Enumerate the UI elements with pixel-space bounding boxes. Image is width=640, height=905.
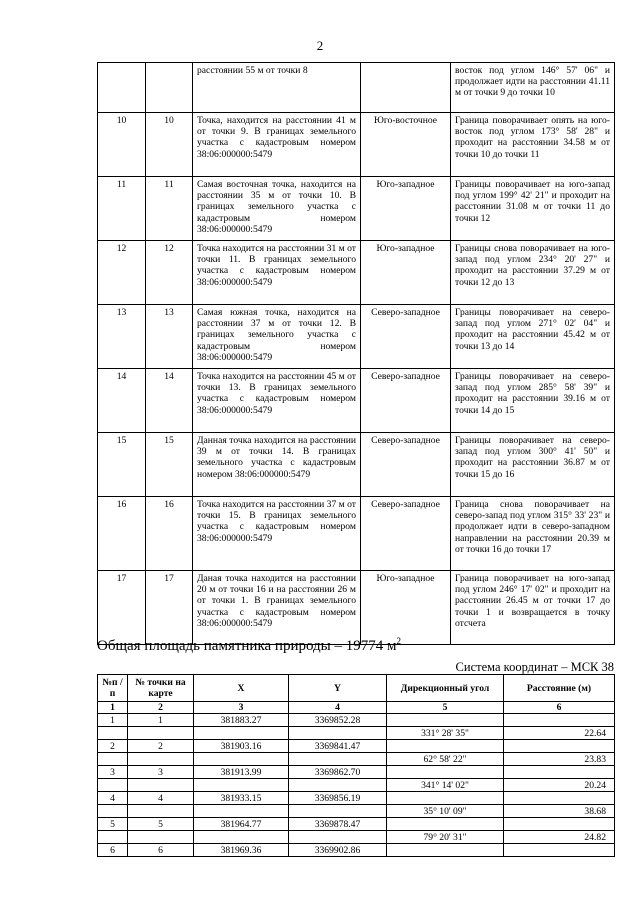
coord-empty-cell [289, 805, 387, 818]
total-area [97, 636, 401, 655]
boundary-row [98, 241, 615, 305]
boundary-description-table [97, 62, 615, 645]
direction-angle: 79° 20' 31" [387, 831, 504, 844]
coord-row-number: 1 [98, 714, 128, 727]
coord-empty-cell [504, 818, 615, 831]
row-number: 10 [98, 113, 146, 177]
coordinate-point-row [98, 714, 615, 727]
coord-empty-cell [504, 792, 615, 805]
point-number: 14 [146, 369, 193, 433]
coord-empty-cell [387, 766, 504, 779]
boundary-note: Граница поворачивает опять на юго-восток под углом 173° 58' 28" и проходит на расстоянии 34.58 м от точки 10 до точки 11 [451, 113, 615, 177]
coord-y: 3369902.86 [289, 844, 387, 857]
segment-distance: 23.83 [504, 753, 615, 766]
boundary-row [98, 113, 615, 177]
boundary-row [98, 497, 615, 571]
segment-distance: 20.24 [504, 779, 615, 792]
coord-point-number: 4 [128, 792, 194, 805]
direction-angle: 62° 58' 22" [387, 753, 504, 766]
point-description: Точка находится на расстоянии 37 м от точки 15. В границах земельного участка с кадастровым номером 38:06:000000:5479 [193, 497, 361, 571]
coord-empty-cell [128, 805, 194, 818]
boundary-note: Граница поворачивает на юго-запад под углом 246° 17' 02" и проходит на расстоянии 26.45 м от точки 17 до точки 1 и возвращается в точку отсчета [451, 571, 615, 645]
row-number: 13 [98, 305, 146, 369]
boundary-row [98, 571, 615, 645]
row-number: 14 [98, 369, 146, 433]
coord-point-number: 6 [128, 844, 194, 857]
coord-empty-cell [194, 753, 289, 766]
direction-angle: 35° 10' 09" [387, 805, 504, 818]
direction [361, 63, 451, 113]
coord-x: 381964.77 [194, 818, 289, 831]
column-number: 6 [504, 702, 615, 714]
boundary-note: восток под углом 146° 57' 06" и продолжает идти на расстоянии 41.11 м от точки 9 до точки 10 [451, 63, 615, 113]
total-area-text: Общая площадь памятника природы – 19774 м [97, 638, 397, 654]
coord-point-number: 3 [128, 766, 194, 779]
coord-row-number: 3 [98, 766, 128, 779]
boundary-row [98, 177, 615, 241]
coord-y: 3369852.28 [289, 714, 387, 727]
coordinate-segment-row [98, 753, 615, 766]
boundary-note: Граница снова поворачивает на северо-запад под углом 315° 33' 23" и продолжает идти в северо-западном направлении на расстоянии 20.39 м от точки 16 до точки 17 [451, 497, 615, 571]
coord-empty-cell [194, 779, 289, 792]
point-number: 10 [146, 113, 193, 177]
point-number: 17 [146, 571, 193, 645]
point-description: Данная точка находится на расстоянии 39 м от точки 14. В границах земельного участка с кадастровым номером 38:06:000000:5479 [193, 433, 361, 497]
coord-point-number: 2 [128, 740, 194, 753]
direction-angle: 331° 28' 35" [387, 727, 504, 740]
column-number: 2 [128, 702, 194, 714]
coordinate-segment-row [98, 831, 615, 844]
coord-empty-cell [98, 805, 128, 818]
point-description: Точка находится на расстоянии 31 м от точки 11. В границах земельного участка с кадастровым номером 38:06:000000:5479 [193, 241, 361, 305]
boundary-note: Границы поворачивает на северо-запад под углом 271° 02' 04" и проходит на расстоянии 45.42 м от точки 13 до 14 [451, 305, 615, 369]
coord-empty-cell [387, 818, 504, 831]
coordinate-segment-row [98, 805, 615, 818]
direction: Юго-западное [361, 177, 451, 241]
coordinate-point-row [98, 792, 615, 805]
row-number [98, 63, 146, 113]
header-y: Y [289, 675, 387, 702]
boundary-note: Границы снова поворачивает на юго-запад под углом 234° 20' 27" и проходит на расстоянии 37.29 м от точки 12 до 13 [451, 241, 615, 305]
coord-empty-cell [387, 792, 504, 805]
coord-point-number: 5 [128, 818, 194, 831]
point-number [146, 63, 193, 113]
coord-x: 381913.99 [194, 766, 289, 779]
header-point-number: № точки на карте [128, 675, 194, 702]
coord-y: 3369856.19 [289, 792, 387, 805]
row-number: 11 [98, 177, 146, 241]
coordinate-segment-row [98, 727, 615, 740]
boundary-row [98, 433, 615, 497]
header-x: X [194, 675, 289, 702]
boundary-note: Границы поворачивает на северо-запад под углом 285° 58' 39" и проходит на расстоянии 39.16 м от точки 14 до 15 [451, 369, 615, 433]
coord-empty-cell [98, 753, 128, 766]
page-number: 2 [316, 38, 324, 53]
coord-point-number: 1 [128, 714, 194, 727]
segment-distance: 38.68 [504, 805, 615, 818]
coord-empty-cell [387, 714, 504, 727]
direction: Юго-западное [361, 571, 451, 645]
coord-x: 381933.15 [194, 792, 289, 805]
coordinates-column-numbers-row [98, 702, 615, 714]
coord-empty-cell [194, 831, 289, 844]
coord-x: 381883.27 [194, 714, 289, 727]
segment-distance: 24.82 [504, 831, 615, 844]
coord-empty-cell [98, 779, 128, 792]
coord-row-number: 4 [98, 792, 128, 805]
coord-empty-cell [289, 779, 387, 792]
coord-empty-cell [128, 831, 194, 844]
coord-empty-cell [504, 740, 615, 753]
coord-y: 3369841.47 [289, 740, 387, 753]
coord-row-number: 2 [98, 740, 128, 753]
header-row-number: №п /п [98, 675, 128, 702]
boundary-row [98, 63, 615, 113]
direction: Северо-западное [361, 369, 451, 433]
coord-empty-cell [98, 727, 128, 740]
point-number: 15 [146, 433, 193, 497]
column-number: 4 [289, 702, 387, 714]
boundary-row [98, 305, 615, 369]
coord-x: 381969.36 [194, 844, 289, 857]
coordinate-segment-row [98, 779, 615, 792]
point-description: Даная точка находится на расстоянии 20 м от точки 16 и на расстоянии 26 м от точки 1. В границах земельного участка с кадастровым номером 38:06:000000:5479 [193, 571, 361, 645]
header-distance: Расстояние (м) [504, 675, 615, 702]
coord-empty-cell [289, 753, 387, 766]
total-area-unit-sup: 2 [396, 636, 401, 646]
coord-empty-cell [504, 766, 615, 779]
segment-distance: 22.64 [504, 727, 615, 740]
coord-empty-cell [128, 753, 194, 766]
coord-empty-cell [194, 727, 289, 740]
direction: Юго-восточное [361, 113, 451, 177]
coord-empty-cell [387, 740, 504, 753]
coord-y: 3369878.47 [289, 818, 387, 831]
row-number: 17 [98, 571, 146, 645]
coord-empty-cell [128, 779, 194, 792]
direction: Северо-западное [361, 433, 451, 497]
point-description: Точка находится на расстоянии 45 м от точки 13. В границах земельного участка с кадастровым номером 38:06:000000:5479 [193, 369, 361, 433]
coordinates-table [97, 674, 615, 857]
boundary-note: Границы поворачивает на юго-запад под углом 199° 42' 21" и проходит на расстоянии 31.08 м от точки 11 до точки 12 [451, 177, 615, 241]
direction: Юго-западное [361, 241, 451, 305]
boundary-note: Границы поворачивает на северо-запад под углом 300° 41' 50" и проходит на расстоянии 36.87 м от точки 15 до 16 [451, 433, 615, 497]
coord-empty-cell [504, 844, 615, 857]
coord-x: 381903.16 [194, 740, 289, 753]
row-number: 12 [98, 241, 146, 305]
coord-empty-cell [289, 831, 387, 844]
coordinate-system-label: Система координат – МСК 38 [455, 660, 614, 674]
column-number: 3 [194, 702, 289, 714]
coord-empty-cell [194, 805, 289, 818]
direction: Северо-западное [361, 305, 451, 369]
direction-angle: 341° 14' 02" [387, 779, 504, 792]
column-number: 1 [98, 702, 128, 714]
coordinates-body [98, 675, 615, 857]
point-description: расстоянии 55 м от точки 8 [193, 63, 361, 113]
coordinate-point-row [98, 844, 615, 857]
coordinate-point-row [98, 818, 615, 831]
row-number: 15 [98, 433, 146, 497]
coordinates-header-row [98, 675, 615, 702]
point-description: Самая восточная точка, находится на расстоянии 35 м от точки 10. В границах земельного участка с кадастровым номером 38:06:000000:5479 [193, 177, 361, 241]
coordinate-point-row [98, 740, 615, 753]
coord-empty-cell [387, 844, 504, 857]
coord-empty-cell [504, 714, 615, 727]
point-description: Самая южная точка, находится на расстоянии 37 м от точки 12. В границах земельного участка с кадастровым номером 38:06:000000:5479 [193, 305, 361, 369]
point-number: 16 [146, 497, 193, 571]
column-number: 5 [387, 702, 504, 714]
point-number: 12 [146, 241, 193, 305]
row-number: 16 [98, 497, 146, 571]
coord-empty-cell [289, 727, 387, 740]
coordinate-point-row [98, 766, 615, 779]
coord-row-number: 5 [98, 818, 128, 831]
direction: Северо-западное [361, 497, 451, 571]
point-number: 11 [146, 177, 193, 241]
coord-y: 3369862.70 [289, 766, 387, 779]
point-description: Точка, находится на расстоянии 41 м от точки 9. В границах земельного участка с кадастровым номером 38:06:000000:5479 [193, 113, 361, 177]
point-number: 13 [146, 305, 193, 369]
coord-row-number: 6 [98, 844, 128, 857]
coord-empty-cell [128, 727, 194, 740]
header-direction-angle: Дирекционный угол [387, 675, 504, 702]
boundary-row [98, 369, 615, 433]
boundary-description-body [98, 63, 615, 645]
coord-empty-cell [98, 831, 128, 844]
